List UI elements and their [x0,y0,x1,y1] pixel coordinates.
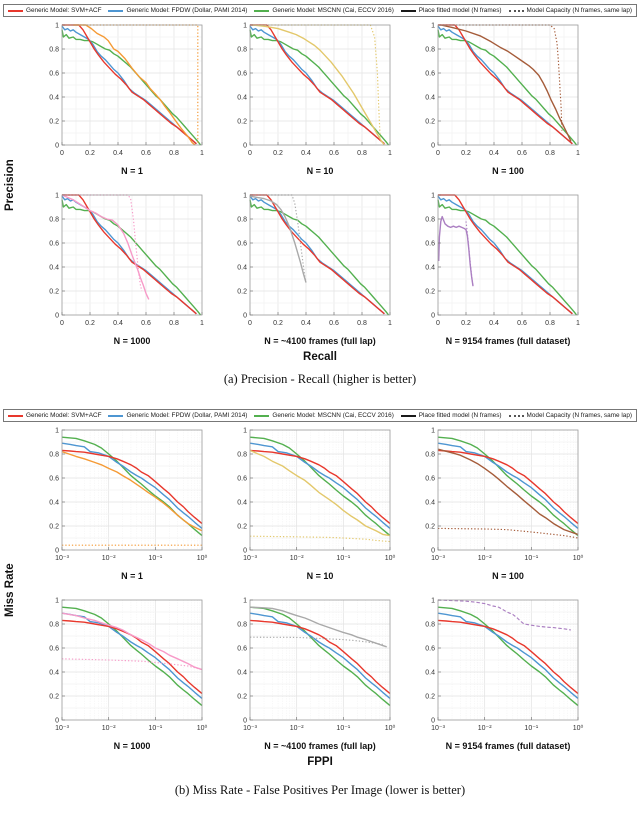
y-tick-label: 1 [55,427,59,435]
y-tick-label: 0.2 [237,118,247,126]
y-tick-label: 0.4 [237,264,247,272]
y-tick-label: 0.2 [237,288,247,296]
x-tick-label: 1 [200,150,204,158]
subplot-n-1 [34,425,210,585]
y-tick-label: 0.4 [237,94,247,102]
y-tick-label: 0.4 [49,94,59,102]
y-tick-label: 0.4 [425,94,435,102]
y-tick-label: 0.8 [237,621,247,629]
x-axis-label-recall: Recall [303,351,337,364]
subplot-title: N = 1000 [113,741,151,752]
x-tick-label: 0.2 [273,150,283,158]
subplot-n-1000 [34,595,210,755]
legend-item [254,7,393,14]
subplot-n-100 [410,425,586,585]
legend-line-swatch [509,415,524,417]
y-tick-label: 0.4 [425,669,435,677]
x-tick-label: 10⁻¹ [148,555,163,563]
y-tick-label: 0.8 [425,451,435,459]
legend-item [254,412,393,419]
legend-item [8,7,101,14]
x-tick-label: 10⁻³ [431,555,445,563]
plot-grid-b [34,425,586,755]
subplot-title: N = 9154 frames (full dataset) [445,741,571,752]
y-tick-label: 0.6 [237,240,247,248]
legend-item [8,412,101,419]
y-tick-label: 0.2 [237,523,247,531]
y-tick-label: 0 [243,312,247,320]
y-tick-label: 0.8 [237,46,247,54]
y-tick-label: 0.4 [237,499,247,507]
x-tick-label: 10⁻² [477,555,492,563]
x-tick-label: 0.2 [273,320,283,328]
legend-item [509,7,632,14]
legend-line-swatch [254,415,269,417]
legend-label: Model Capacity (N frames, same lap) [526,412,632,420]
y-tick-label: 1 [243,427,247,435]
x-tick-label: 0.6 [517,150,527,158]
x-tick-label: 0 [436,320,440,328]
y-tick-label: 0 [55,547,59,555]
y-tick-label: 0.4 [49,499,59,507]
legend-line-swatch [8,10,23,12]
y-tick-label: 0.8 [49,451,59,459]
x-tick-label: 1 [388,320,392,328]
legend-item [401,7,502,14]
x-tick-label: 0.8 [545,150,555,158]
y-tick-label: 0.2 [425,523,435,531]
y-tick-label: 0.8 [49,216,59,224]
y-tick-label: 0.6 [49,70,59,78]
subplot-title: N = 9154 frames (full dataset) [445,336,571,347]
subplot-title: N = 10 [306,571,334,582]
x-tick-label: 0.4 [301,150,311,158]
y-tick-label: 0.8 [49,621,59,629]
y-tick-label: 0.6 [237,475,247,483]
legend-item [509,412,632,419]
x-tick-label: 10⁻² [289,725,304,733]
legend-item [401,412,502,419]
subplot-n-10 [222,20,398,180]
y-tick-label: 0 [55,142,59,150]
x-tick-label: 10⁻³ [243,555,257,563]
x-tick-label: 0.6 [141,150,151,158]
y-tick-label: 0 [431,717,435,725]
x-tick-label: 0.8 [169,320,179,328]
x-tick-label: 1 [576,150,580,158]
y-tick-label: 0.4 [49,264,59,272]
x-tick-label: 0.4 [113,320,123,328]
legend-line-swatch [254,10,269,12]
x-tick-label: 10⁻² [101,725,116,733]
x-tick-label: 10⁰ [572,555,584,563]
y-tick-label: 1 [431,427,435,435]
x-tick-label: 0.2 [461,320,471,328]
legend-line-swatch [8,415,23,417]
subplot-title: N = 10 [306,166,334,177]
x-tick-label: 10⁻¹ [336,555,351,563]
x-tick-label: 0 [436,150,440,158]
plots-wrap-b [0,425,640,755]
subplot-title: N = 100 [492,166,524,177]
subplot-n-9154-frames-full-dataset- [410,190,586,350]
y-tick-label: 0.4 [425,264,435,272]
y-tick-label: 0.6 [425,475,435,483]
y-tick-label: 0 [431,312,435,320]
subplot-title: N = 1000 [113,336,151,347]
legend-label: Place fitted model (N frames) [418,412,502,420]
x-tick-label: 10⁰ [196,725,208,733]
x-tick-label: 0 [248,150,252,158]
y-tick-label: 0.2 [425,693,435,701]
subplot-n-1 [34,20,210,180]
y-tick-label: 1 [431,597,435,605]
y-tick-label: 0.2 [49,523,59,531]
x-axis-label-fppi: FPPI [307,756,333,769]
x-tick-label: 0.4 [489,150,499,158]
subplot-title: N = 100 [492,571,524,582]
subplot-n-10 [222,425,398,585]
x-tick-label: 10⁻¹ [148,725,163,733]
subplot-n-9154-frames-full-dataset- [410,595,586,755]
subplot-title: N = ~4100 frames (full lap) [264,336,376,347]
legend-line-swatch [108,415,123,417]
plots-wrap-a [0,20,640,350]
y-tick-label: 1 [55,192,59,200]
y-axis-label-precision: Precision [4,159,16,211]
y-tick-label: 0.8 [425,621,435,629]
x-tick-label: 10⁻¹ [336,725,351,733]
legend-label: Model Capacity (N frames, same lap) [526,7,632,14]
subplot-n-1000 [34,190,210,350]
y-tick-label: 0.4 [425,499,435,507]
caption-b: (b) Miss Rate - False Positives Per Image (lower is better) [174,783,466,798]
legend-label: Generic Model: SVM+ACF [26,412,102,420]
x-tick-label: 10⁻² [289,555,304,563]
y-axis-label-miss-rate: Miss Rate [4,563,16,617]
x-tick-label: 0.4 [489,320,499,328]
y-tick-label: 1 [431,192,435,200]
legend-item [108,7,247,14]
y-tick-label: 0.8 [425,46,435,54]
legend-b [3,409,637,422]
x-tick-label: 10⁻² [101,555,116,563]
y-tick-label: 0.2 [425,288,435,296]
legend-line-swatch [401,10,416,12]
x-tick-label: 0.4 [301,320,311,328]
y-tick-label: 0.6 [49,240,59,248]
y-tick-label: 0.2 [49,693,59,701]
x-tick-label: 0.2 [85,320,95,328]
y-tick-label: 0.8 [237,451,247,459]
subplot-title: N = ~4100 frames (full lap) [264,741,376,752]
y-tick-label: 1 [55,22,59,30]
legend-item [108,412,247,419]
x-tick-label: 10⁰ [572,725,584,733]
y-tick-label: 0.6 [425,645,435,653]
caption-a: (a) Precision - Recall (higher is better) [223,372,417,387]
x-tick-label: 0.6 [329,150,339,158]
y-tick-label: 0.6 [49,475,59,483]
y-tick-label: 0.2 [49,118,59,126]
x-tick-label: 10⁻¹ [524,555,539,563]
y-tick-label: 0.4 [237,669,247,677]
legend-label: Generic Model: FPDW (Dollar, PAMI 2014) [126,7,248,14]
legend-label: Generic Model: SVM+ACF [26,7,102,14]
y-tick-label: 0 [55,312,59,320]
x-tick-label: 0.8 [545,320,555,328]
legend-label: Generic Model: MSCNN (Cai, ECCV 2016) [272,412,394,420]
subplot-n-4100-frames-full-lap- [222,595,398,755]
y-tick-label: 0.4 [49,669,59,677]
y-tick-label: 0.6 [425,240,435,248]
x-tick-label: 0.2 [85,150,95,158]
x-tick-label: 0.4 [113,150,123,158]
subplot-title: N = 1 [121,166,143,177]
y-tick-label: 0.8 [49,46,59,54]
x-tick-label: 0 [248,320,252,328]
x-tick-label: 10⁰ [384,555,396,563]
x-tick-label: 10⁻³ [55,555,69,563]
subplot-n-4100-frames-full-lap- [222,190,398,350]
legend-line-swatch [401,415,416,417]
subplot-title: N = 1 [121,571,143,582]
legend-label: Generic Model: MSCNN (Cai, ECCV 2016) [272,7,394,14]
legend-label: Place fitted model (N frames) [418,7,502,14]
y-tick-label: 1 [55,597,59,605]
x-tick-label: 0.6 [517,320,527,328]
y-tick-label: 1 [243,192,247,200]
y-tick-label: 0.8 [237,216,247,224]
y-tick-label: 0 [431,547,435,555]
subplot-n-100 [410,20,586,180]
y-tick-label: 1 [431,22,435,30]
y-tick-label: 0 [243,547,247,555]
x-tick-label: 10⁻² [477,725,492,733]
y-tick-label: 0 [243,142,247,150]
y-tick-label: 0 [55,717,59,725]
x-tick-label: 0.6 [141,320,151,328]
x-tick-label: 10⁻³ [431,725,445,733]
x-tick-label: 0.8 [357,150,367,158]
y-tick-label: 0 [243,717,247,725]
x-tick-label: 0.8 [357,320,367,328]
figure-b-miss-rate-fppi [0,409,640,798]
legend-line-swatch [509,10,524,12]
legend-label: Generic Model: FPDW (Dollar, PAMI 2014) [126,412,248,420]
y-tick-label: 0.6 [237,70,247,78]
legend-line-swatch [108,10,123,12]
y-tick-label: 0.6 [49,645,59,653]
y-tick-label: 0 [431,142,435,150]
x-tick-label: 0 [60,150,64,158]
legend-a [3,4,637,17]
x-tick-label: 0.8 [169,150,179,158]
x-tick-label: 1 [576,320,580,328]
y-tick-label: 0.8 [425,216,435,224]
x-tick-label: 10⁰ [384,725,396,733]
x-tick-label: 10⁰ [196,555,208,563]
paper-figure-page [0,4,640,798]
x-tick-label: 1 [388,150,392,158]
x-tick-label: 10⁻³ [243,725,257,733]
x-tick-label: 0.2 [461,150,471,158]
y-tick-label: 0.6 [237,645,247,653]
y-tick-label: 0.2 [49,288,59,296]
y-tick-label: 0.2 [425,118,435,126]
y-tick-label: 1 [243,597,247,605]
y-tick-label: 1 [243,22,247,30]
x-tick-label: 1 [200,320,204,328]
x-tick-label: 0.6 [329,320,339,328]
x-tick-label: 10⁻³ [55,725,69,733]
x-tick-label: 10⁻¹ [524,725,539,733]
y-tick-label: 0.6 [425,70,435,78]
figure-a-precision-recall [0,4,640,387]
plot-grid-a [34,20,586,350]
x-tick-label: 0 [60,320,64,328]
y-tick-label: 0.2 [237,693,247,701]
